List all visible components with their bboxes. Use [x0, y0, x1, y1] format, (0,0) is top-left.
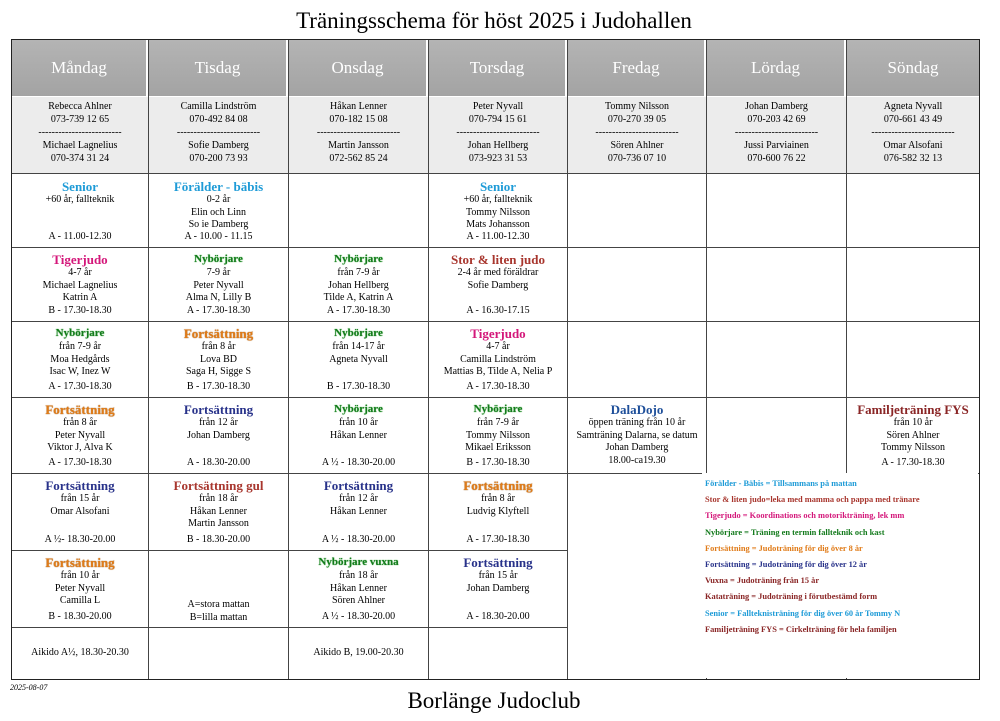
day-header-thursday: Torsdag [429, 40, 567, 96]
contact-name: Martin Jansson [328, 140, 389, 151]
session-time: B - 17.30-18.30 [326, 380, 391, 392]
session-cell [429, 551, 567, 627]
session-time: B - 18.30-20.00 [48, 610, 112, 622]
session-detail: Samträning Dalarna, se datum [576, 429, 698, 441]
session-cell [568, 398, 706, 473]
contact-name: Tommy Nilsson [604, 101, 670, 112]
session-time: A - 10.00 - 11.15 [184, 230, 253, 242]
session-cell [289, 628, 428, 678]
day-header-sunday: Söndag [847, 40, 979, 96]
session-title: Fortsättning [323, 478, 394, 493]
session-time: A ½- 18.30-20.00 [44, 533, 116, 545]
contact-name: Camilla Lindström [180, 101, 257, 112]
session-time: A - 18.30-20.00 [186, 456, 251, 468]
session-detail: Aikido B, 19.00-20.30 [313, 647, 404, 658]
document-date: 2025-08-07 [10, 683, 48, 692]
session-time: A - 16.30-17.15 [466, 304, 530, 316]
session-title: Nybörjare [473, 403, 523, 415]
session-title: Fortsättning [45, 478, 115, 493]
day-header-saturday: Lördag [707, 40, 846, 96]
contact-phone: 070-661 43 49 [883, 114, 943, 125]
session-cell [149, 474, 288, 550]
legend-item: Nybörjare = Träning en termin fallteknik och kast [705, 527, 885, 537]
session-detail: Johan Damberg [605, 442, 669, 453]
legend-item: Vuxna = Judoträning från 15 år [705, 576, 820, 586]
session-title: Stor & liten judo [450, 252, 545, 267]
session-detail: 0-2 år [206, 194, 231, 205]
session-title: Fortsättning [183, 326, 254, 341]
contact-name: Jussi Parviainen [744, 140, 809, 151]
contact-phone: 070-736 07 10 [607, 153, 667, 164]
session-cell [12, 474, 148, 550]
contact-phone: 073-739 12 65 [50, 114, 110, 125]
mat-key-cell [149, 551, 288, 627]
session-time: A ½ - 18.30-20.00 [321, 610, 396, 622]
session-title: Förälder - bäbis [173, 179, 264, 194]
session-title: Senior [479, 179, 517, 194]
session-detail: Saga H, Sigge S [186, 366, 251, 377]
session-detail: Camilla Lindström [460, 353, 536, 365]
session-detail: 7-9 år [206, 267, 231, 278]
legend-item: Fortsättning = Judoträning för dig över 8 år [705, 543, 863, 553]
session-detail: från 12 år [339, 493, 378, 504]
session-title: Fortsättning [45, 555, 115, 570]
session-detail: Sören Ahlner [331, 595, 386, 606]
session-title: Fortsättning gul [173, 478, 264, 493]
contact-separator: ------------------------- [316, 127, 401, 138]
session-cell [429, 175, 567, 247]
session-detail: Håkan Lenner [330, 429, 387, 441]
contact-phone: 070-374 31 24 [50, 153, 110, 164]
session-title: Nybörjare [334, 253, 383, 265]
session-detail: Lova BD [200, 353, 237, 365]
session-title: Nybörjare vuxna [318, 556, 399, 568]
session-detail: Alma N, Lilly B [185, 292, 252, 303]
session-detail: från 8 år [481, 493, 515, 504]
contact-block [429, 97, 567, 174]
session-title: Fortsättning [463, 555, 533, 570]
session-detail: Elin och Linn [191, 206, 246, 218]
session-time: A - 11.00-12.30 [466, 230, 530, 242]
session-cell [149, 398, 288, 473]
day-header-tuesday: Tisdag [149, 40, 288, 96]
legend-item: Förälder - Bäbis = Tillsammans på mattan [705, 479, 857, 488]
session-cell [12, 551, 148, 627]
session-cell [429, 398, 567, 473]
session-cell [429, 248, 567, 321]
session-detail: Sofie Damberg [467, 279, 529, 291]
session-title: DalaDojo [610, 402, 664, 417]
session-time: A - 17.30-18.30 [466, 533, 530, 545]
contact-block [568, 97, 706, 174]
session-detail: Johan Hellberg [328, 279, 389, 291]
page-title: Träningsschema för höst 2025 i Judohallen [296, 8, 692, 33]
session-detail: från 7-9 år [337, 267, 380, 278]
session-time: B - 18.30-20.00 [186, 533, 251, 545]
club-name: Borlänge Judoclub [407, 688, 581, 713]
session-detail: +60 år, fallteknik [463, 194, 533, 205]
contact-phone: 070-203 42 69 [747, 114, 806, 125]
session-time: A ½ - 18.30-20.00 [321, 533, 396, 545]
session-time: A - 17.30-18.30 [186, 304, 251, 316]
legend-item: Fortsättning = Judoträning för dig över 12 år [705, 560, 867, 570]
session-title: Familjeträning FYS [857, 402, 969, 417]
session-detail: Peter Nyvall [54, 429, 106, 441]
session-detail: från 7-9 år [476, 417, 520, 428]
contact-block [149, 97, 288, 174]
session-detail: Mattias B, Tilde A, Nelia P [443, 366, 553, 377]
contact-name: Johan Damberg [745, 101, 808, 112]
contact-phone: 073-923 31 53 [468, 153, 528, 164]
contact-name: Peter Nyvall [472, 101, 524, 112]
session-detail: från 18 år [199, 493, 238, 504]
session-detail: Peter Nyvall [193, 279, 244, 291]
session-cell [12, 398, 148, 473]
session-detail: Katrin A [62, 292, 98, 303]
session-cell [12, 628, 148, 678]
session-title: Fortsättning [45, 402, 115, 417]
contact-name: Håkan Lenner [330, 101, 387, 112]
mat-key-a: A=stora mattan [187, 599, 250, 610]
contact-phone: 070-182 15 08 [329, 114, 388, 125]
session-detail: från 12 år [199, 417, 238, 428]
session-detail: Michael Lagnelius [42, 279, 118, 291]
mat-key-b: B=lilla mattan [189, 611, 248, 623]
session-detail: Håkan Lenner [330, 582, 387, 594]
session-detail: Johan Damberg [466, 582, 530, 594]
session-time: A - 17.30-18.30 [326, 304, 391, 316]
session-cell [289, 474, 428, 550]
session-cell [12, 248, 148, 321]
session-detail: So ie Damberg [188, 219, 249, 230]
contact-phone: 070-200 73 93 [189, 153, 248, 164]
session-detail: Tommy Nilsson [465, 429, 531, 441]
session-cell [429, 322, 567, 397]
session-title: Nybörjare [334, 403, 383, 415]
session-detail: Viktor J, Alva K [47, 442, 113, 453]
session-detail: från 8 år [63, 417, 97, 428]
session-detail: 18.00-ca19.30 [608, 454, 666, 466]
contact-phone: 076-582 32 13 [883, 153, 943, 164]
session-detail: Sören Ahlner [886, 429, 940, 441]
legend-item: Familjeträning FYS = Cirkelträning för hela familjen [705, 624, 897, 634]
legend-item: Senior = Fallteknisträning för dig över 60 år Tommy N [705, 608, 901, 618]
session-detail: Håkan Lenner [330, 505, 387, 517]
session-detail: 4-7 år [68, 267, 92, 278]
session-detail: från 14-17 år [332, 341, 385, 352]
session-time: A - 17.30-18.30 [48, 456, 112, 468]
session-cell [149, 248, 288, 321]
session-detail: från 10 år [893, 417, 933, 428]
session-time: A - 11.00-12.30 [48, 230, 112, 242]
contact-name: Agneta Nyvall [883, 101, 943, 112]
session-detail: Tommy Nilsson [465, 206, 531, 218]
session-detail: från 7-9 år [58, 341, 102, 352]
legend-item: Stor & liten judo=leka med mamma och pappa med tränare [705, 495, 920, 505]
session-title: Nybörjare [55, 327, 105, 339]
session-detail: Martin Jansson [188, 518, 249, 529]
contact-phone: 070-600 76 22 [747, 153, 806, 164]
contact-phone: 070-270 39 05 [607, 114, 667, 125]
session-detail: Peter Nyvall [54, 582, 106, 594]
contact-phone: 072-562 85 24 [329, 153, 388, 164]
session-detail: 4-7 år [486, 341, 510, 352]
contact-name: Omar Alsofani [883, 140, 943, 151]
contact-phone: 070-794 15 61 [468, 114, 528, 125]
contact-name: Michael Lagnelius [42, 140, 118, 151]
contact-separator: ------------------------- [734, 127, 819, 138]
session-title: Tigerjudo [470, 326, 526, 341]
session-detail: Mats Johansson [466, 219, 530, 230]
session-cell [149, 322, 288, 397]
session-detail: från 15 år [60, 493, 100, 504]
session-detail: 2-4 år med föräldrar [457, 267, 539, 278]
session-time: A - 17.30-18.30 [881, 456, 945, 468]
legend-item: Tigerjudo = Koordinations och motorikträning, lek mm [705, 511, 905, 521]
day-header-wednesday: Onsdag [289, 40, 428, 96]
contact-separator: ------------------------- [38, 127, 122, 138]
contact-separator: ------------------------- [871, 127, 955, 138]
session-detail: Håkan Lenner [190, 505, 247, 517]
session-detail: öppen träning från 10 år [588, 417, 686, 428]
contact-name: Johan Hellberg [467, 140, 529, 151]
session-title: Fortsättning [183, 402, 254, 417]
contact-separator: ------------------------- [176, 127, 261, 138]
contact-block [12, 97, 148, 174]
session-cell [289, 398, 428, 473]
session-cell [12, 175, 148, 247]
session-detail: från 18 år [339, 570, 378, 581]
session-cell [12, 322, 148, 397]
session-cell [429, 474, 567, 550]
session-title: Nybörjare [194, 253, 243, 265]
session-detail: Moa Hedgårds [50, 353, 110, 365]
legend-item: Kataträning = Judoträning i förutbestämd form [705, 592, 878, 602]
contact-phone: 070-492 84 08 [189, 114, 248, 125]
session-detail: Omar Alsofani [50, 505, 110, 517]
contact-name: Sofie Damberg [188, 140, 249, 151]
day-header-monday: Måndag [12, 40, 148, 96]
session-detail: Mikael Eriksson [465, 442, 531, 453]
session-time: A ½ - 18.30-20.00 [321, 456, 396, 468]
session-title: Tigerjudo [52, 252, 108, 267]
session-detail: Isac W, Inez W [49, 366, 111, 377]
session-time: A - 17.30-18.30 [48, 380, 112, 392]
session-detail: Johan Damberg [187, 429, 250, 441]
session-title: Senior [61, 179, 99, 194]
session-detail: från 10 år [60, 570, 100, 581]
contact-name: Rebecca Ahlner [48, 101, 112, 112]
session-cell [289, 322, 428, 397]
session-detail: Camilla L [59, 595, 101, 606]
contact-block [707, 97, 846, 174]
session-cell [847, 398, 979, 473]
contact-block [847, 97, 979, 174]
session-time: B - 17.30-18.30 [48, 304, 112, 316]
day-header-friday: Fredag [568, 40, 706, 96]
session-time: B - 17.30-18.30 [186, 380, 251, 392]
session-detail: Tilde A, Katrin A [323, 292, 394, 303]
session-time: A - 17.30-18.30 [466, 380, 530, 392]
session-detail: Aikido A½, 18.30-20.30 [31, 647, 129, 658]
session-cell [149, 175, 288, 247]
legend [705, 476, 975, 638]
contact-block [289, 97, 428, 174]
contact-separator: ------------------------- [456, 127, 540, 138]
session-detail: från 8 år [201, 341, 236, 352]
session-detail: Ludvig Klyftell [466, 505, 530, 517]
session-detail: +60 år, fallteknik [45, 194, 115, 205]
session-time: B - 17.30-18.30 [466, 456, 530, 468]
session-title: Nybörjare [334, 327, 383, 339]
contact-separator: ------------------------- [595, 127, 679, 138]
session-detail: Tommy Nilsson [880, 442, 946, 453]
session-cell [289, 248, 428, 321]
session-cell [289, 551, 428, 627]
session-time: A - 18.30-20.00 [466, 610, 530, 622]
session-detail: från 10 år [339, 417, 378, 428]
session-detail: från 15 år [478, 570, 518, 581]
contact-name: Sören Ahlner [610, 140, 664, 151]
session-detail: Agneta Nyvall [329, 353, 388, 365]
session-title: Fortsättning [463, 478, 533, 493]
